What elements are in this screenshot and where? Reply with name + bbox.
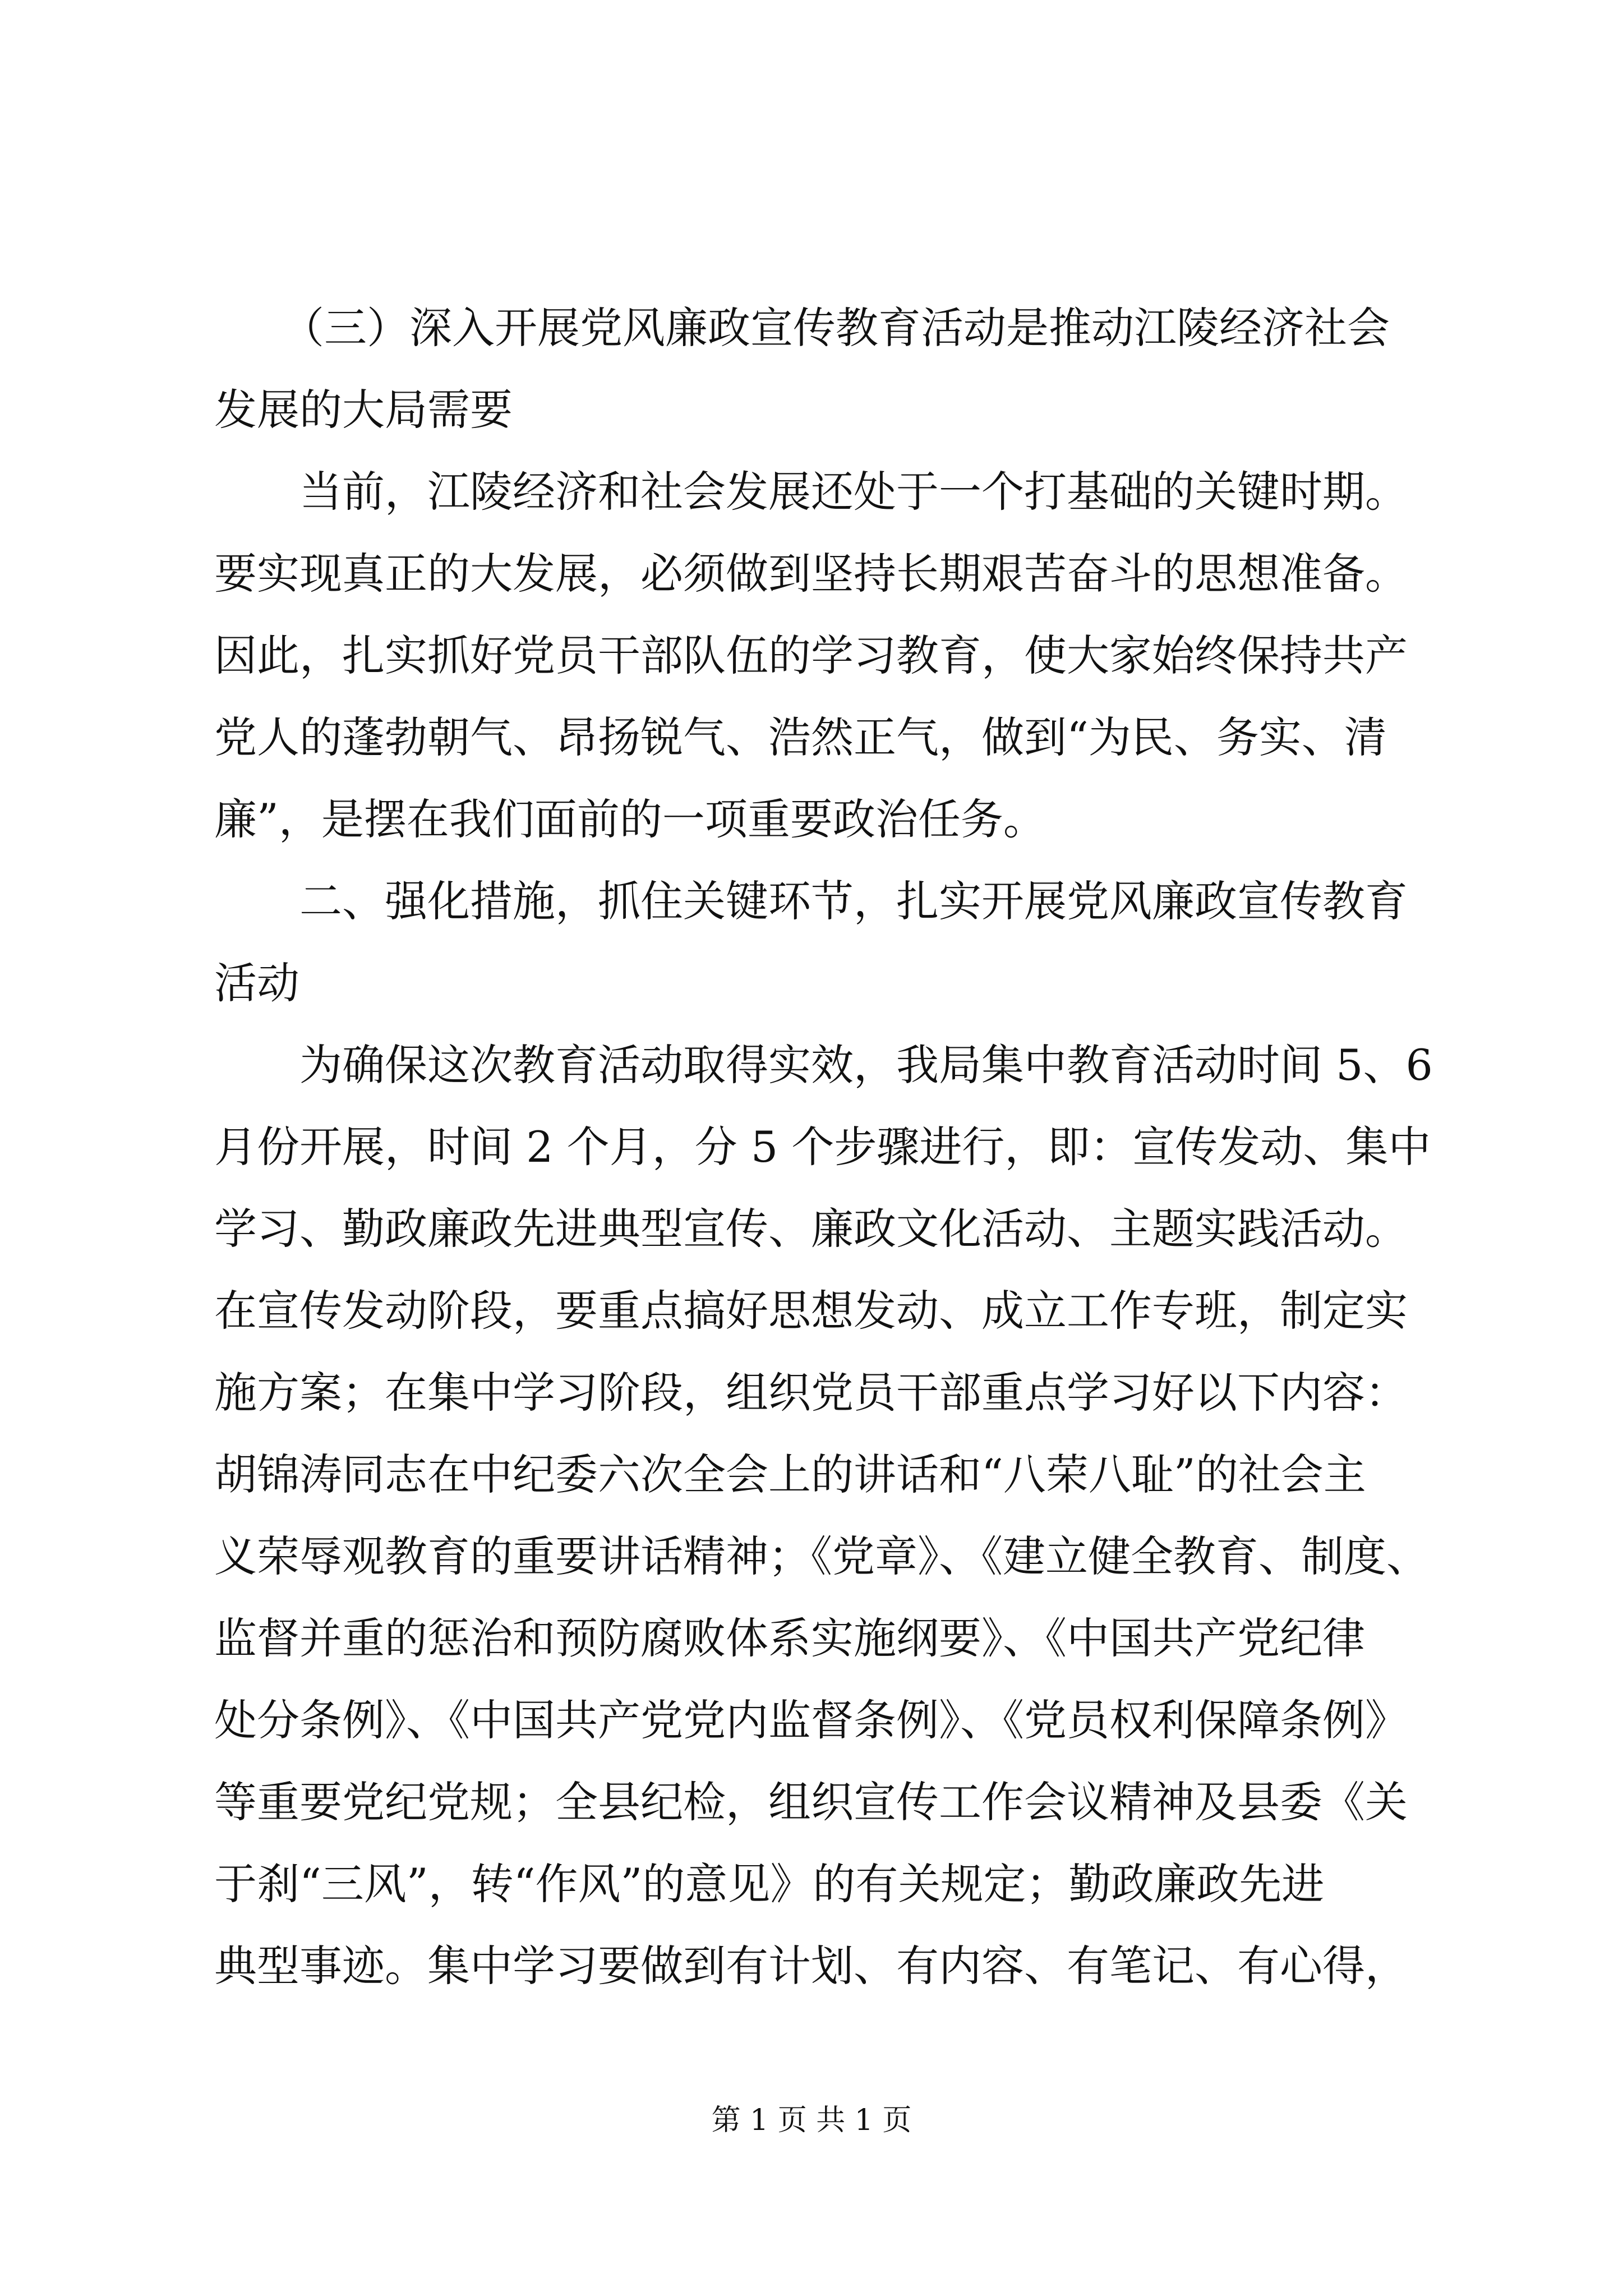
paragraph-line: 等重要党纪党规；全县纪检，组织宣传工作会议精神及县委《关 <box>214 1777 1408 1827</box>
paragraph-line: 要实现真正的大发展，必须做到坚持长期艰苦奋斗的思想准备。 <box>214 549 1408 599</box>
paragraph-line: 在宣传发动阶段，要重点搞好思想发动、成立工作专班，制定实 <box>214 1286 1408 1336</box>
section-heading-line: （三）深入开展党风廉政宣传教育活动是推动江陵经济社会 <box>282 303 1390 353</box>
paragraph-line: 因此，扎实抓好党员干部队伍的学习教育，使大家始终保持共产 <box>214 631 1408 680</box>
paragraph-line: 典型事迹。集中学习要做到有计划、有内容、有笔记、有心得， <box>214 1941 1408 1991</box>
section-heading-line: 活动 <box>214 958 299 1008</box>
paragraph-line: 学习、勤政廉政先进典型宣传、廉政文化活动、主题实践活动。 <box>214 1204 1408 1254</box>
paragraph-line: 月份开展，时间 2 个月，分 5 个步骤进行，即：宣传发动、集中 <box>214 1122 1431 1172</box>
paragraph-line: 于刹“三风”，转“作风”的意见》的有关规定；勤政廉政先进 <box>214 1859 1325 1909</box>
paragraph-line: 处分条例》、《中国共产党党内监督条例》、《党员权利保障条例》 <box>214 1695 1408 1745</box>
paragraph-line: 党人的蓬勃朝气、昂扬锐气、浩然正气，做到“为民、务实、清 <box>214 712 1387 762</box>
section-heading-line: 二、强化措施，抓住关键环节，扎实开展党风廉政宣传教育 <box>299 876 1408 926</box>
paragraph-line: 监督并重的惩治和预防腐败体系实施纲要》、《中国共产党纪律 <box>214 1613 1365 1663</box>
paragraph-line: 当前，江陵经济和社会发展还处于一个打基础的关键时期。 <box>299 467 1408 517</box>
document-body <box>214 287 1433 2007</box>
paragraph-line: 胡锦涛同志在中纪委六次全会上的讲话和“八荣八耻”的社会主 <box>214 1450 1366 1499</box>
page-number-footer: 第 1 页 共 1 页 <box>711 2104 912 2137</box>
paragraph-line: 为确保这次教育活动取得实效，我局集中教育活动时间 5、6 <box>299 1040 1433 1090</box>
paragraph-line: 廉”，是摆在我们面前的一项重要政治任务。 <box>214 794 1046 844</box>
paragraph-line: 义荣辱观教育的重要讲话精神；《党章》、《建立健全教育、制度、 <box>214 1531 1429 1581</box>
section-heading-line: 发展的大局需要 <box>214 385 513 435</box>
paragraph-line: 施方案；在集中学习阶段，组织党员干部重点学习好以下内容： <box>214 1368 1408 1418</box>
